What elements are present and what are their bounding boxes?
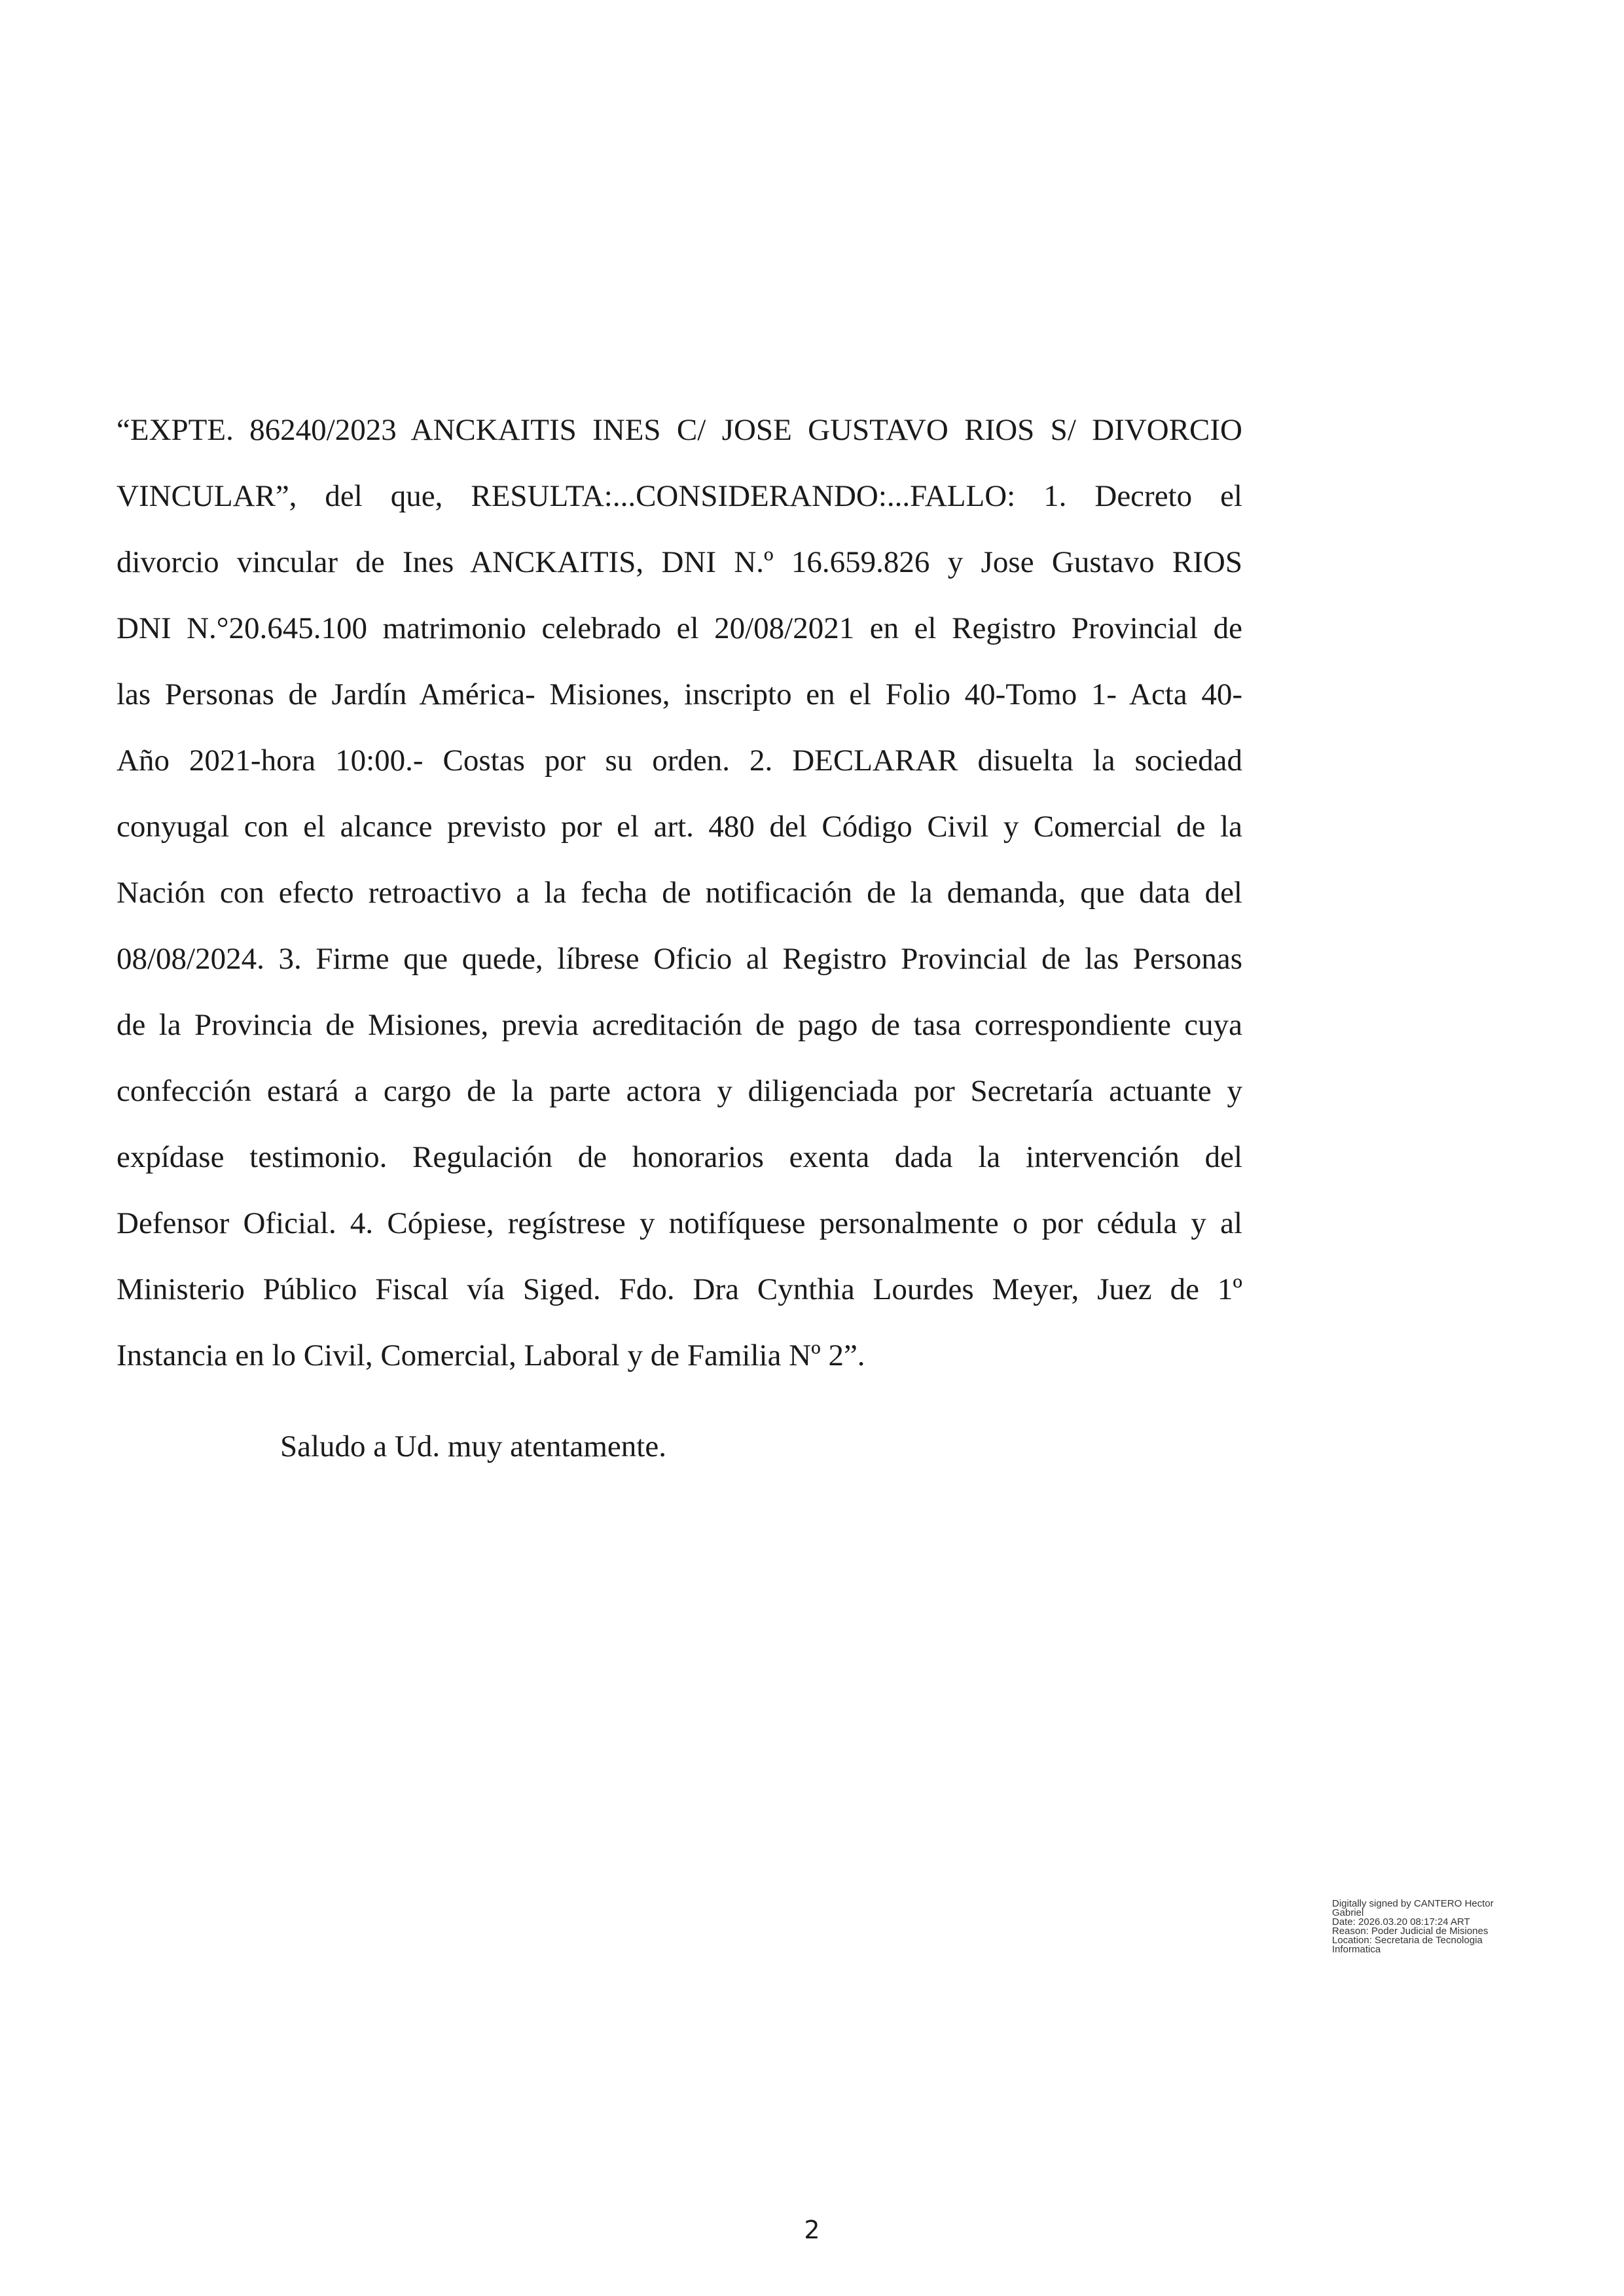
ruling-text-line: VINCULAR”, del que, RESULTA:...CONSIDERANDO:...FALLO: 1. Decreto el (117, 479, 1242, 513)
ruling-text-line: divorcio vincular de Ines ANCKAITIS, DNI N.º 16.659.826 y Jose Gustavo RIOS (117, 545, 1242, 579)
ruling-text-line: confección estará a cargo de la parte actora y diligenciada por Secretaría actuante y (117, 1074, 1242, 1108)
closing-salutation: Saludo a Ud. muy atentamente. (280, 1429, 666, 1463)
signature-location-cont: Informatica (1332, 1944, 1381, 1955)
ruling-text-line: de la Provincia de Misiones, previa acreditación de pago de tasa correspondiente cuya (117, 1008, 1242, 1042)
ruling-text-line: 08/08/2024. 3. Firme que quede, líbrese Oficio al Registro Provincial de las Personas (117, 942, 1242, 976)
digital-signature-block (1332, 1899, 1535, 1954)
signature-signed-by: Digitally signed by CANTERO Hector (1332, 1898, 1494, 1909)
ruling-text-line: expídase testimonio. Regulación de honorarios exenta dada la intervención del (117, 1140, 1242, 1174)
ruling-text-line: “EXPTE. 86240/2023 ANCKAITIS INES C/ JOSE GUSTAVO RIOS S/ DIVORCIO (117, 413, 1242, 447)
ruling-text-line: conyugal con el alcance previsto por el art. 480 del Código Civil y Comercial de la (117, 810, 1242, 844)
ruling-text-line: Ministerio Público Fiscal vía Siged. Fdo. Dra Cynthia Lourdes Meyer, Juez de 1º (117, 1272, 1242, 1306)
ruling-text-line: las Personas de Jardín América- Misiones, inscripto en el Folio 40-Tomo 1- Acta 40- (117, 677, 1242, 711)
ruling-text-line: Nación con efecto retroactivo a la fecha de notificación de la demanda, que data del (117, 876, 1242, 910)
signature-location: Location: Secretaria de Tecnologia (1332, 1935, 1483, 1946)
ruling-text-block (117, 397, 1242, 1389)
signature-signed-by-cont: Gabriel (1332, 1907, 1364, 1918)
ruling-text-line: Defensor Oficial. 4. Cópiese, regístrese y notifíquese personalmente o por cédula y al (117, 1206, 1242, 1240)
ruling-text-line: DNI N.°20.645.100 matrimonio celebrado el 20/08/2021 en el Registro Provincial de (117, 611, 1242, 645)
ruling-text-line: Instancia en lo Civil, Comercial, Laboral y de Familia Nº 2”. (117, 1338, 865, 1372)
ruling-text-line: Año 2021-hora 10:00.- Costas por su orden. 2. DECLARAR disuelta la sociedad (117, 744, 1242, 778)
signature-date: Date: 2026.03.20 08:17:24 ART (1332, 1916, 1470, 1928)
page-number: 2 (804, 2215, 820, 2244)
signature-reason: Reason: Poder Judicial de Misiones (1332, 1926, 1489, 1937)
